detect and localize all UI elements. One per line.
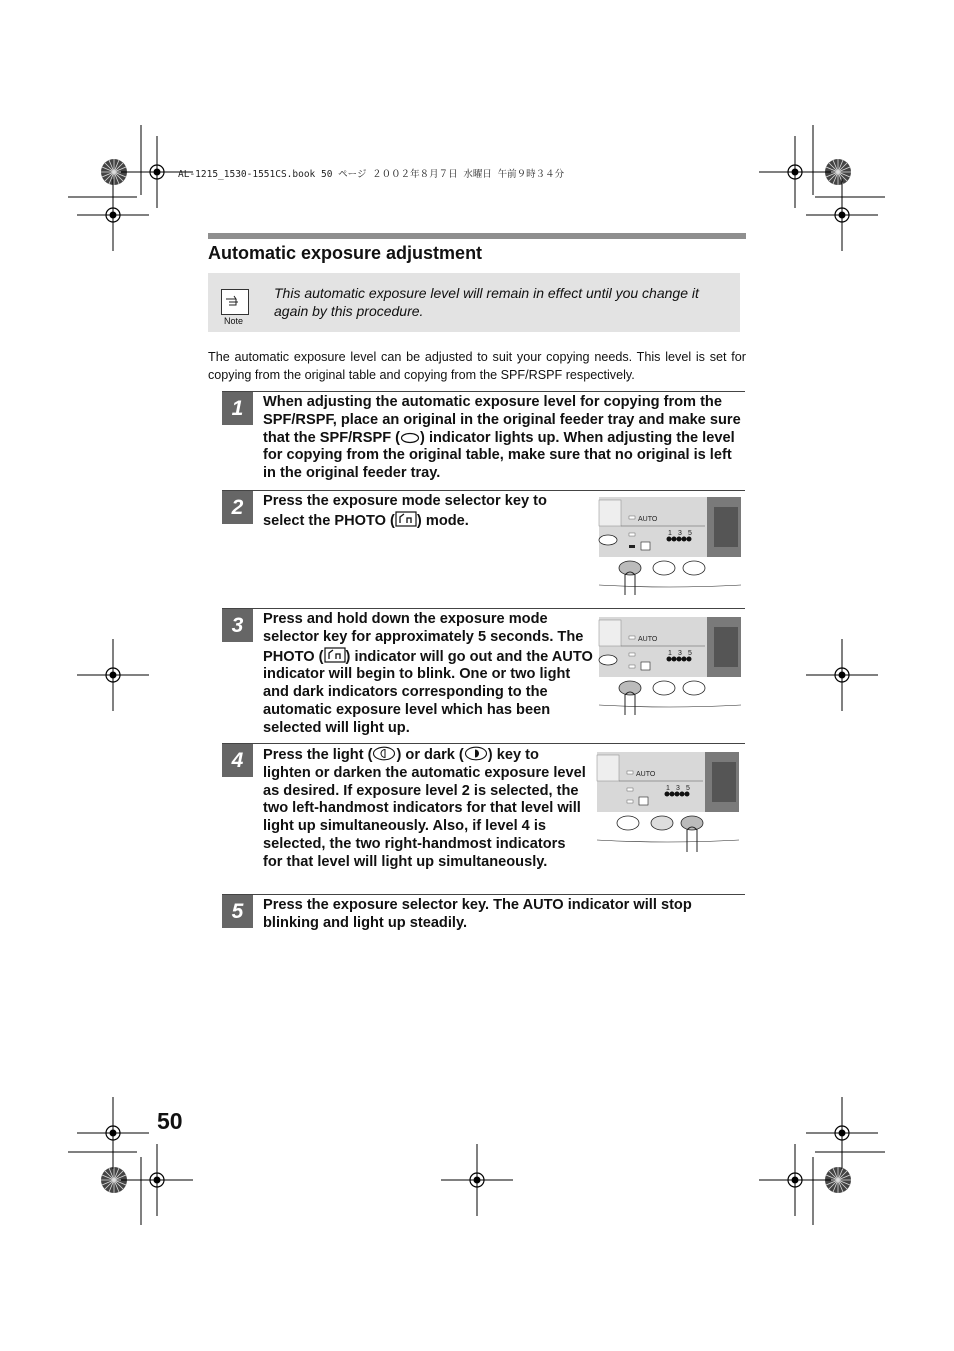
step-5 bbox=[222, 894, 745, 935]
scale-label: 3 bbox=[678, 530, 682, 537]
step-text-part: ) or dark ( bbox=[396, 747, 464, 763]
step-text bbox=[263, 394, 741, 483]
step-text bbox=[263, 746, 588, 872]
scale-label: 3 bbox=[676, 785, 680, 792]
scale-label: 1 bbox=[668, 530, 672, 537]
scale-label: 3 bbox=[678, 650, 682, 657]
step-number: 5 bbox=[222, 895, 253, 928]
panel-illustration-step4 bbox=[595, 750, 741, 855]
step-number: 1 bbox=[222, 392, 253, 425]
step-number: 3 bbox=[222, 609, 253, 642]
auto-label: AUTO bbox=[638, 636, 658, 643]
step-text-part: Press and hold down the exposure mode selector key for approximately 5 seconds. The PHOTO ( bbox=[263, 611, 584, 665]
scale-label: 5 bbox=[688, 650, 692, 657]
spf-oval-icon bbox=[400, 432, 420, 444]
scale-label: 1 bbox=[666, 785, 670, 792]
step-text-part: ) mode. bbox=[416, 512, 469, 529]
step-text-part: Press the exposure mode selector key to select the PHOTO ( bbox=[263, 493, 547, 529]
step-text-part: Press the light ( bbox=[263, 747, 373, 763]
step-text-part: ) key to lighten or darken the automatic exposure level as desired. If exposure level 2 is selected, the two left-handmost indicators for that level will light up simultaneously. Also, if level 4 is selected, the two right-handmost indicators for that level will light up simultaneously. bbox=[263, 747, 586, 870]
step-number: 4 bbox=[222, 744, 253, 777]
pointing-hand-icon bbox=[221, 289, 249, 315]
auto-label: AUTO bbox=[636, 771, 656, 778]
note-text: This automatic exposure level will remain in effect until you change it again by this procedure. bbox=[274, 285, 699, 319]
step-text-part: ) indicator lights up. When adjusting the level for copying from the original table, make sure that no original is left in the original feeder tray. bbox=[263, 429, 735, 482]
scale-label: 5 bbox=[688, 530, 692, 537]
auto-label: AUTO bbox=[638, 516, 658, 523]
page-number: 50 bbox=[157, 1108, 183, 1134]
step-text-part: When adjusting the automatic exposure level for copying from the SPF/RSPF, place an original in the original feeder tray and make sure that the SPF/RSPF ( bbox=[263, 394, 741, 446]
panel-illustration-step3 bbox=[597, 615, 743, 720]
step-1 bbox=[222, 391, 745, 487]
print-header: AL-1215_1530-1551CS.book 50 ページ ２００２年８月７日 水曜日 午前９時３４分 bbox=[178, 169, 565, 180]
scale-label: 1 bbox=[668, 650, 672, 657]
scale-label: 5 bbox=[686, 785, 690, 792]
dark-key-icon bbox=[464, 746, 488, 761]
photo-mode-icon bbox=[395, 511, 417, 527]
photo-mode-icon bbox=[324, 647, 346, 663]
title-rule bbox=[208, 233, 746, 239]
step-text bbox=[263, 493, 583, 531]
step-text: Press the exposure selector key. The AUTO indicator will stop blinking and light up steadily. bbox=[263, 897, 692, 931]
step-text bbox=[263, 611, 593, 738]
panel-illustration-step2 bbox=[597, 495, 743, 600]
step-number: 2 bbox=[222, 491, 253, 524]
section-title: Automatic exposure adjustment bbox=[208, 243, 483, 263]
step-text-part: ) indicator will go out and the AUTO indicator will begin to blink. One or two light and dark indicators corresponding to the automatic exposure level which has been selected will light up. bbox=[263, 648, 593, 736]
intro-paragraph: The automatic exposure level can be adjusted to suit your copying needs. This level is set for copying from the original table and copying from the SPF/RSPF respectively. bbox=[208, 350, 746, 382]
light-key-icon bbox=[372, 746, 396, 761]
note-box bbox=[208, 273, 740, 332]
note-label: Note bbox=[224, 316, 244, 326]
